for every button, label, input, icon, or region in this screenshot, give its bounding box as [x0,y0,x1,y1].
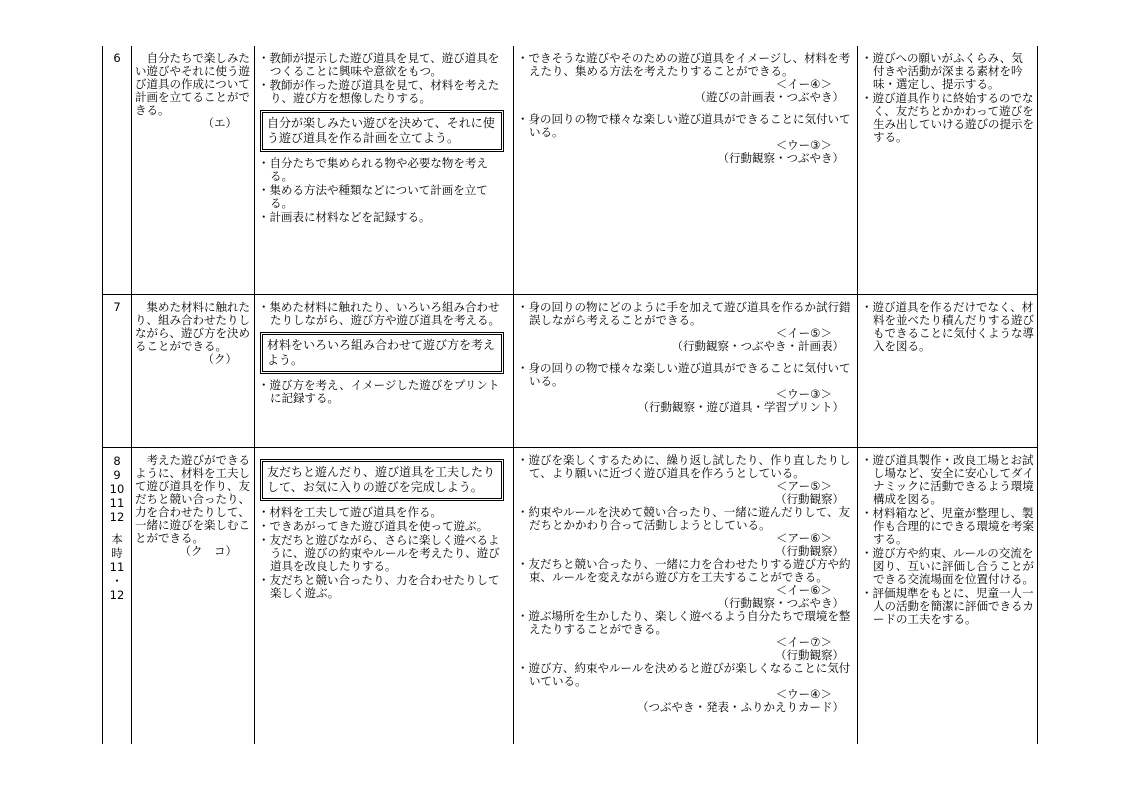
goal-tag: （ク コ） [179,544,237,558]
activity-item: ・教師が提示した遊び道具を見て、遊び道具をつくることに興味や意欲をもつ。 [258,51,500,78]
hour-number: 9 [113,468,121,482]
evaluation-cell [514,295,858,448]
evaluation-source: （行動観察） [775,492,844,506]
evaluation-source: （行動観察・つぶやき） [717,596,844,610]
this-hour-label: 本 [111,532,123,546]
goal-text: 考えた遊びができるように、材料を工夫して遊び道具を作り、友だちと競い合ったり、力を合わせたりして、一緒に遊びを楽しむことができる。 [135,453,250,545]
hour-number: 10 [109,482,125,496]
activity-item: ・教師が作った遊び道具を見て、材料を考えたり、遊び方を想像したりする。 [258,78,500,105]
hour-number: 11 [109,496,125,510]
hour-cell [103,448,132,745]
evaluation-cell [514,448,858,745]
activity-item: ・友だちと競い合ったり、力を合わせたりして楽しく遊ぶ。 [258,573,500,600]
goal-cell [132,46,255,295]
activity-item: ・遊び方を考え、イメージした遊びをプリントに記録する。 [258,378,500,405]
goal-text: 集めた材料に触れたり、組み合わせたりしながら、遊び方を決めることができる。 [135,300,250,353]
evaluation-text: ・遊ぶ場所を生かしたり、楽しく遊べるよう自分たちで環境を整えたりすることができる。 [517,609,851,636]
activity-cell [255,448,514,745]
this-hour-label: 11 [109,560,125,574]
table-row [103,46,1038,295]
hour-number: 7 [113,300,121,314]
evaluation-source: （遊びの計画表・つぶやき） [694,90,844,104]
evaluation-tag: ＜ウー④＞ [775,687,832,701]
support-item: ・遊び道具を作るだけでなく、材料を並べたり積んだりする遊びもできることに気付くような導入を図る。 [861,300,1034,353]
this-hour-label: ・ [111,574,123,588]
activity-cell [255,46,514,295]
this-hour-label: 時 [111,546,123,560]
support-item: ・評価規準をもとに、児童一人一人の活動を簡潔に評価できるカードの工夫をする。 [861,586,1034,626]
hour-number: 8 [113,454,121,468]
evaluation-text: ・遊びを楽しくするために、繰り返し試したり、作り直したりして、より願いに近づく遊び道具を作ろうとしている。 [517,453,851,480]
evaluation-source: （行動観察） [775,648,844,662]
activity-item: ・友だちと遊びながら、さらに楽しく遊べるように、遊びの約束やルールを考えたり、遊び道具を改良したりする。 [258,533,500,573]
hour-number: 12 [109,510,125,524]
evaluation-text: ・約束やルールを決めて競い合ったり、一緒に遊んだりして、友だちとかかわり合って活動しようとしている。 [517,505,851,532]
evaluation-text: ・身の回りの物で様々な楽しい遊び道具ができることに気付いている。 [517,112,851,139]
evaluation-text: ・遊び方、約束やルールを決めると遊びが楽しくなることに気付いている。 [517,661,851,688]
support-item: ・遊び道具製作・改良工場とお試し場など、安全に安心してダイナミックに活動できるよう環境構成を図る。 [861,453,1034,506]
evaluation-text: ・できそうな遊びやそのための遊び道具をイメージし、材料を考えたり、集める方法を考えたりすることができる。 [517,51,851,78]
goal-tag: （ク） [202,352,237,366]
evaluation-tag: ＜イー⑤＞ [775,326,832,340]
activity-item: ・計画表に材料などを記録する。 [258,210,431,224]
evaluation-text: ・友だちと競い合ったり、一緒に力を合わせたりする遊び方や約束、ルールを変えながら遊び方を工夫することができる。 [517,557,851,584]
hour-number: 6 [113,51,121,65]
this-hour-label: 12 [109,588,125,602]
support-item: ・遊びへの願いがふくらみ、気付きや活動が深まる素材を吟味・選定し、提示する。 [861,51,1023,91]
evaluation-source: （つぶやき・発表・ふりかえりカード） [637,700,844,714]
table-row [103,448,1038,745]
table-row [103,295,1038,448]
task-box: 材料をいろいろ組み合わせて遊び方を考えよう。 [260,332,504,374]
activity-item: ・材料を工夫して遊び道具を作る。 [258,505,442,519]
task-box: 自分が楽しみたい遊びを決めて、それに使う遊び道具を作る計画を立てよう。 [260,110,504,152]
evaluation-source: （行動観察） [775,544,844,558]
support-item: ・遊び道具作りに終始するのでなく、友だちとかかわって遊びを生み出していける遊びの提示をする。 [861,91,1034,144]
support-cell [858,295,1038,448]
evaluation-source: （行動観察・つぶやき） [717,151,844,165]
task-box: 友だちと遊んだり、遊び道具を工夫したりして、お気に入りの遊びを完成しよう。 [260,459,504,501]
activity-cell [255,295,514,448]
lesson-plan-table [102,46,1038,744]
evaluation-tag: ＜イー⑥＞ [775,583,832,597]
evaluation-source: （行動観察・つぶやき・計画表） [671,339,844,353]
evaluation-tag: ＜アー⑤＞ [776,479,832,493]
evaluation-tag: ＜イー⑦＞ [775,635,832,649]
activity-item: ・集める方法や種類などについて計画を立てる。 [258,183,488,210]
evaluation-tag: ＜アー⑥＞ [776,531,832,545]
hour-cell [103,46,132,295]
evaluation-source: （行動観察・遊び道具・学習プリント） [637,400,844,414]
hour-cell [103,295,132,448]
goal-cell [132,448,255,745]
support-item: ・遊び方や約束、ルールの交流を図り、互いに評価し合うことができる交流場面を位置付ける。 [861,546,1034,586]
activity-item: ・集めた材料に触れたり、いろいろ組み合わせたりしながら、遊び方や遊び道具を考える。 [258,300,500,327]
evaluation-cell [514,46,858,295]
evaluation-tag: ＜ウー③＞ [775,138,832,152]
evaluation-tag: ＜イー④＞ [775,77,832,91]
goal-tag: （エ） [202,116,237,130]
evaluation-text: ・身の回りの物で様々な楽しい遊び道具ができることに気付いている。 [517,361,851,388]
goal-cell [132,295,255,448]
evaluation-text: ・身の回りの物にどのように手を加えて遊び道具を作るか試行錯誤しながら考えることができる。 [517,300,851,327]
support-item: ・材料箱など、児童が整理し、製作も合理的にできる環境を考案する。 [861,506,1034,546]
evaluation-tag: ＜ウー③＞ [775,387,832,401]
activity-item: ・できあがってきた遊び道具を使って遊ぶ。 [258,519,489,533]
support-cell [858,46,1038,295]
activity-item: ・自分たちで集められる物や必要な物を考える。 [258,156,488,183]
support-cell [858,448,1038,745]
goal-text: 自分たちで楽しみたい遊びやそれに使う遊び道具の作成について計画を立てることができる。 [135,51,250,117]
